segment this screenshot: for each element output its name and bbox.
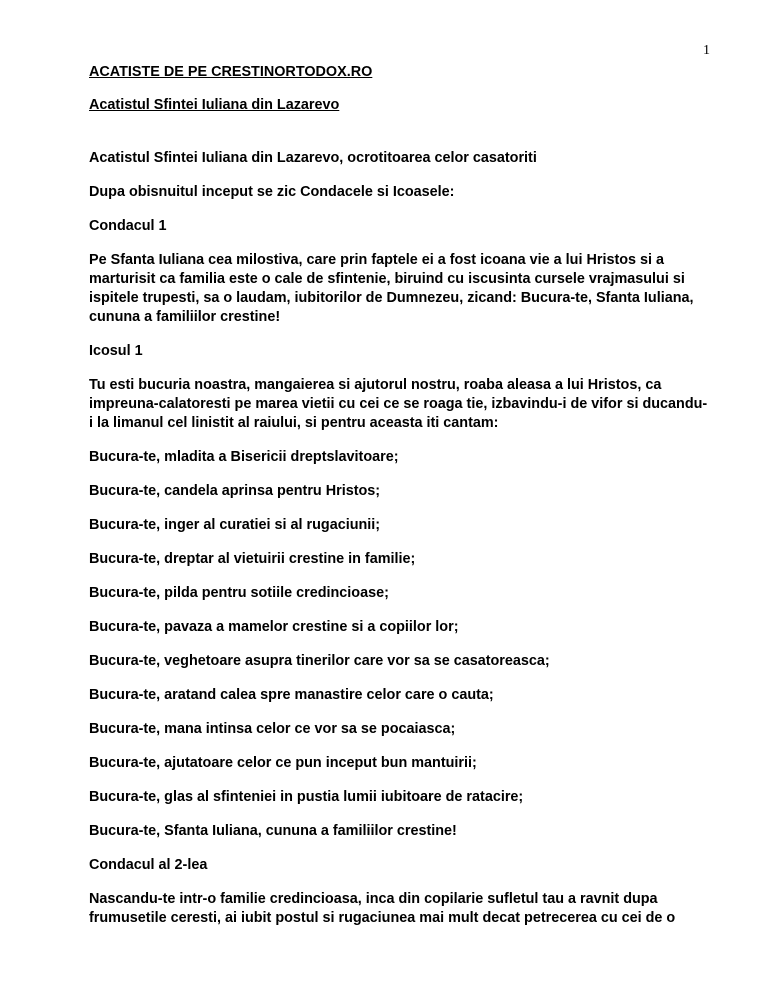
- salutation-line: Bucura-te, dreptar al vietuirii crestine in familie;: [89, 551, 416, 567]
- condac-1-text: Pe Sfanta Iuliana cea milostiva, care prin faptele ei a fost icoana vie a lui Hristos si a marturisit ca familia este o cale de sfintenie, biruind cu iscusinta cursele vrajmasului si ispitele trupesti, sa o laudam, iubitorilor de Dumnezeu, zicand: Bucura-te, Sfanta Iuliana, cununa a familiilor crestine!: [89, 252, 694, 325]
- salutation-line: Bucura-te, aratand calea spre manastire celor care o cauta;: [89, 687, 494, 703]
- condac-1-heading: Condacul 1: [89, 218, 167, 234]
- salutation-line: Bucura-te, mladita a Bisericii dreptslavitoare;: [89, 449, 399, 465]
- salutation-line: Bucura-te, veghetoare asupra tinerilor care vor sa se casatoreasca;: [89, 653, 550, 669]
- salutation-line: Bucura-te, pilda pentru sotiile credincioase;: [89, 585, 389, 601]
- salutation-line: Bucura-te, candela aprinsa pentru Hristos;: [89, 483, 381, 499]
- icos-1-heading: Icosul 1: [89, 343, 143, 359]
- page-number: 1: [703, 43, 710, 58]
- salutation-line: Bucura-te, ajutatoare celor ce pun inceput bun mantuirii;: [89, 755, 477, 771]
- document-subtitle: Acatistul Sfintei Iuliana din Lazarevo, ocrotitoarea celor casatoriti: [89, 150, 537, 166]
- salutation-line: Bucura-te, mana intinsa celor ce vor sa se pocaiasca;: [89, 721, 456, 737]
- condac-2-heading: Condacul al 2-lea: [89, 857, 208, 873]
- opening-instruction: Dupa obisnuitul inceput se zic Condacele si Icoasele:: [89, 184, 455, 200]
- icos-1-text: Tu esti bucuria noastra, mangaierea si ajutorul nostru, roaba aleasa a lui Hristos, ca impreuna-calatoresti pe marea vietii cu cei ce se roaga tie, izbavindu-i de vifor si ducandu-i la limanul cel linistit al raiului, si pentru aceasta iti cantam:: [89, 377, 708, 431]
- condac-2-text: Nascandu-te intr-o familie credincioasa, inca din copilarie sufletul tau a ravnit dupa frumusetile ceresti, ai iubit postul si rugaciunea mai mult decat petrecerea cu cei de o: [89, 891, 676, 926]
- salutation-line: Bucura-te, glas al sfinteniei in pustia lumii iubitoare de ratacire;: [89, 789, 524, 805]
- salutation-line: Bucura-te, Sfanta Iuliana, cununa a familiilor crestine!: [89, 823, 457, 839]
- document-body: [89, 63, 709, 943]
- document-title: Acatistul Sfintei Iuliana din Lazarevo: [89, 97, 340, 113]
- salutation-line: Bucura-te, pavaza a mamelor crestine si a copiilor lor;: [89, 619, 459, 635]
- site-header: ACATISTE DE PE CRESTINORTODOX.RO: [89, 64, 373, 80]
- salutation-line: Bucura-te, inger al curatiei si al rugaciunii;: [89, 517, 381, 533]
